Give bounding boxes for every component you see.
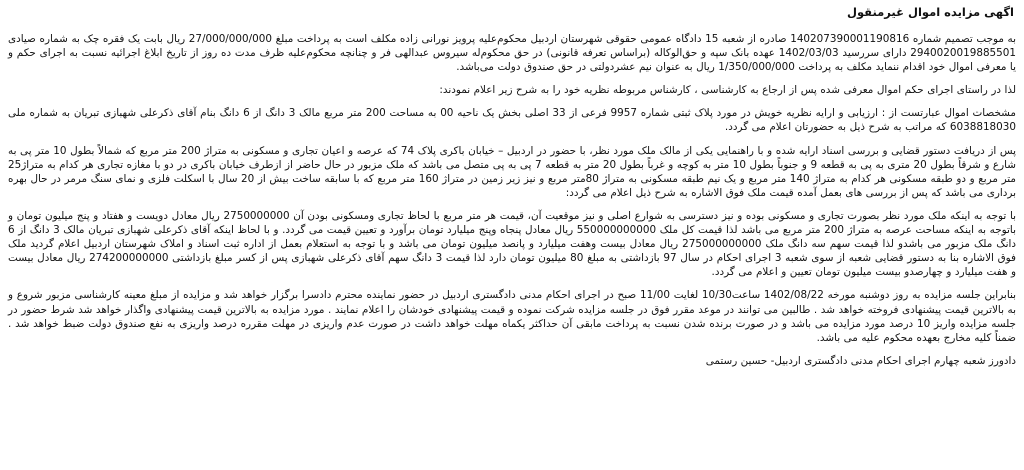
property-specs-paragraph: مشخصات اموال عبارتست از : ارزیابی و ارایه نظریه خویش در مورد پلاک ثبتی شماره 9957 فرعی از 33 اصلی بخش یک ناحیه 00 به مساحت 200 متر مربع مالک 3 دانگ از 6 دانگ بنام آقای ذکرعلی شهبازی تبریان به شماره ملی 6038818030 که مراتب به شرح ذیل به حضورتان اعلام می گردد. [8, 107, 1016, 134]
auction-terms-paragraph: بنابراین جلسه مزایده به روز دوشنبه مورخه 1402/08/22 ساعت10/30 لغایت 11/00 صبح در اجرای احکام مدنی دادگستری اردبیل در حضور نماینده محترم دادسرا برگزار خواهد شد و مزایده از مبلغ معینه کارشناسی مزبور شروع و به بالاترین قیمت پیشنهادی فروخته خواهد شد . طالبین می توانند در موعد مقرر فوق در جلسه مزایده شرکت نموده و قیمت پیشنهادی خودشان را اعلام نمایند . مورد مزایده به بالاترین قیمت پیشنهادی واگذار خواهد شد شرط حضور در جلسه مزایده واریز 10 درصد مورد مزایده می باشد و در صورت برنده شدن نسبت به پرداخت مابقی آن حداکثر یکماه مهلت خواهد داشت در صورت عدم واریزی در مهلت مقرره درصد واریزی به نفع صندوق دولت ضبط خواهد شد . ضمناً کلیه مخارج بعهده محکوم علیه می باشد. [8, 289, 1017, 344]
expert-intro-paragraph: لذا در راستای اجرای حکم اموال معرفی شده پس از ارجاع به کارشناسی ، کارشناس مربوطه نظریه خود را به شرح زیر اعلام نمودند: [439, 84, 1016, 97]
signature-line: دادورز شعبه چهارم اجرای احکام مدنی دادگستری اردبیل- حسین رستمی [705, 354, 1016, 367]
verdict-paragraph: به موجب تصمیم شماره 140207390001190816 صادره از شعبه 15 دادگاه عمومی حقوقی شهرستان اردبیل محکوم‌علیه پرویز نورانی زاده مکلف است به پرداخت مبلغ 27/000/000/000 ریال بابت یک فقره چک به شماره صیادی 2940020019885501 دارای سررسید 1402/03/03 عهده بانک سپه و حق‌الوکاله (براساس تعرفه قانونی) در حق محکوم‌له سیروس عبدالهی فر و چنانچه محکوم‌علیه ظرف مدت ده روز از تاریخ ابلاغ اجرائیه نسبت به اجرای حکم و یا معرفی اموال خود اقدام ننماید مکلف به پرداخت 1/350/000/000 ریال به عنوان نیم عشردولتی در حق صندوق دولت می‌باشد. [8, 33, 1017, 74]
valuation-paragraph: با توجه به اینکه ملک مورد نظر بصورت تجاری و مسکونی بوده و نیز دسترسی به شوارع اصلی و نیز موقعیت آن، قیمت هر متر مربع با لحاظ تجاری ومسکونی بودن آن 2750000000 ریال معادل دویست و هفتاد و پنج میلیون تومان و باتوجه به اینکه مساحت عرصه به متراژ 200 متر مربع می باشد لذا قیمت کل ملک 550000000000 ریال معادل پنجاه وپنج میلیارد تومان برآورد و تعیین قیمت می گردد. و با لحاظ اینکه آقای ذکرعلی شهبازی تبریان مالک 3 دانگ از 6 دانگ ملک مزبور می باشدو لذا قیمت سهم سه دانگ ملک 275000000000 ریال معادل بیست وهفت میلیارد و پانصد میلیون تومان می باشد و با توجه به استعلام بعمل از اداره ثبت اسناد و املاک شهرستان اردبیل اعلام گردید ملک فوق الاشاره بنا به دستور قضایی شعبه از سوی شعبه 3 اجرای احکام در سال 97 بازداشتی به مبلغ 80 میلیون تومان دارد لذا قیمت 3 دانگ سهم آقای ذکرعلی شهبازی پس از کسر مبلغ بازداشتی 274200000000 ریال معادل بیست و هفت میلیارد و چهارصدو بیست میلیون تومان تعیین و اعلام می گردد. [8, 209, 1017, 279]
property-description-paragraph: پس از دریافت دستور قضایی و بررسی اسناد ارایه شده و با راهنمایی یکی از مالک ملک مورد نظر، با حضور در اردبیل – خیابان باکری پلاک 74 که عرصه و اعیان تجاری و مسکونی به متراژ 200 متر مربع که شمالاً بطول 10 متر پی به شارع و شرقاً بطول 20 متری به پی به قطعه 9 و جنوباً بطول 10 متر به کوچه و غرباً بطول 20 متر به قطعه 7 پی به پی متصل می باشد که ملک مزبور در حال حاضر از ازطرف خیابان باکری در دو با مغازه تجاری هر کدام به متراژ25 متر مربع و دو طبقه مسکونی هر کدام به متراژ 140 متر مربع و یک نیم طبقه مسکونی به متراژ 80متر مربع و نیز زیر زمین در متراژ 160 متر مربع که با سابقه ساخت بیش از 20 سال با اسکلت فلزی و نمای سنگ مرمر در حال بهره برداری می باشد که پس از بررسی های بعمل آمده قیمت ملک فوق الاشاره به شرح ذیل اعلام می گردد: [8, 144, 1017, 199]
notice-title: اگهی مزایده اموال غیرمنقول [846, 5, 1014, 19]
